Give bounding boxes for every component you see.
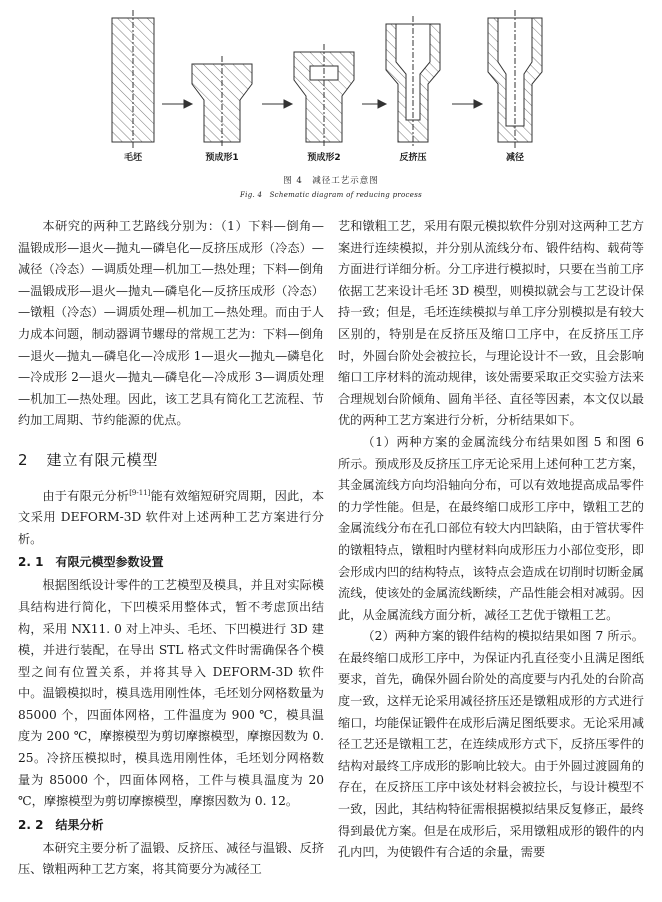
text-segment: 由于有限元分析	[42, 488, 130, 503]
preform2-drawing	[294, 44, 354, 148]
text-segment: 能有效缩短研究周期，因此，本文采用 DEFORM-3D 软件对上述两种工艺方案进行分析。	[18, 488, 325, 546]
paragraph-flow-line: （1）两种方案的金属流线分布结果如图 5 和图 6 所示。预成形及反挤压工序无论采用上述何种工艺方案，其金属流线方向均沿轴向分布，可以有效地提高成品零件的力学性能。但是，在最终缩口成形工序中，镦粗工艺的金属流线分布在孔口部位有较大内凹缺陷，由于管状零件的镦粗特点，镦粗时内壁材料向成形压力小部位变形，即会形成内凹的结构特点，该特点会造成在切削时切断金属流线，使该处的金属流线断续，产品性能会相对减弱。因此，从金属流线方面分析，减径工艺优于镦粗工艺。	[338, 434, 644, 622]
arrow-1-icon	[162, 100, 192, 108]
figure-caption-cn: 图 4 减径工艺示意图	[283, 176, 379, 186]
subsection-number: 2. 2	[18, 817, 44, 832]
subsection-title: 结果分析	[55, 817, 104, 832]
section-number: 2	[18, 450, 29, 469]
paragraph-process-routes: 本研究的两种工艺路线分别为：（1）下料—倒角—温锻成形—退火—抛丸—磷皂化—反挤压成形（冷态）—减径（冷态）—调质处理—机加工—热处理；下料—倒角—温锻成形—退火—抛丸—磷皂化—反挤压成形（冷态）—镦粗（冷态）—调质处理—机加工—热处理。而由于人力成本问题，制动器调节螺母的常规工艺为：下料—倒角—退火—抛丸—磷皂化—冷成形 1—退火—抛丸—磷皂化—冷成形 2—退火—抛丸—磷皂化—冷成形 3—调质处理—机加工—热处理。因此，该工艺具有简化工艺流程、节约加工周期、节约能源的优点。	[18, 219, 324, 428]
stage-label-reducing: 减径	[505, 153, 525, 163]
paragraph-results-intro: 本研究主要分析了温锻、反挤压、减径与温锻、反挤压、镦粗两种工艺方案，将其简要分为减径工	[18, 840, 324, 877]
stage-label-preform2: 预成形2	[307, 153, 341, 163]
subsection-title: 有限元模型参数设置	[55, 555, 164, 570]
reducing-drawing	[488, 10, 542, 148]
billet-drawing	[112, 10, 154, 148]
paragraph-forging-structure: （2）两种方案的锻件结构的模拟结果如图 7 所示。在最终缩口成形工序中，为保证内孔直径变小且满足图纸要求，首先，确保外圆台阶处的高度要与内孔处的台阶高度一致，这样无论采用减径挤压还是镦粗成形的方式进行缩口，均能保证锻件在成形后满足图纸要求。无论采用减径工艺还是镦粗工艺，在连续成形方式下，反挤压零件的结构对最终工序成形的影响比较大。由于外圆过渡圆角的存在，在反挤压工序中该处材料会被拉长，与设计模型不一致，因此，其结构特征需根据模拟结果反复修正，最终得到最优方案。但是在成形后，采用镦粗成形的锻件的内孔内凹，为使锻件有合适的余量，需要	[338, 629, 644, 860]
right-column	[338, 216, 644, 864]
left-column	[18, 216, 324, 881]
subsection-2-2-heading	[18, 815, 324, 836]
citation-ref: [9-11]	[129, 488, 151, 497]
stage-label-preform1: 预成形1	[205, 153, 239, 163]
stage-label-billet: 毛坯	[123, 153, 143, 163]
preform1-drawing	[192, 56, 252, 148]
stage-label-back-extrusion: 反挤压	[399, 153, 427, 163]
arrow-4-icon	[452, 100, 482, 108]
subsection-2-1-heading	[18, 552, 324, 573]
process-figure	[0, 0, 662, 163]
arrow-2-icon	[262, 100, 292, 108]
section-2-heading	[18, 450, 324, 472]
back-extrusion-drawing	[386, 16, 440, 148]
figure-caption-en: Fig. 4 Schematic diagram of reducing process	[240, 191, 422, 199]
subsection-number: 2. 1	[18, 555, 44, 570]
paragraph-simulation-method: 艺和镦粗工艺，采用有限元模拟软件分别对这两种工艺方案进行连续模拟，并分别从流线分布、锻件结构、载荷等方面进行详细分析。分工序进行模拟时，只要在当前工序依据工艺来设计毛坯 3D 模型，则模拟就会与工艺设计保持一致；但是，毛坯连续模拟与单工序分别模拟是有较大区别的，特别是在反挤压及缩口工序中，在反挤压工序时，外圆台阶处会被拉长，与理论设计不一致，且会影响缩口工序材料的流动规律，该处需要采取正交实验方法来合理规划台阶倾角、圆角半径、直径等因素，本文仅以最优的两种工艺方案进行分析，分析结果如下。	[338, 219, 644, 428]
arrow-3-icon	[362, 100, 386, 108]
paragraph-fea-intro	[18, 486, 324, 551]
process-schematic	[0, 0, 662, 150]
paragraph-model-params: 根据图纸设计零件的工艺模型及模具，并且对实际模具结构进行简化，下凹模采用整体式，暂不考虑顶出结构，采用 NX11. 0 对上冲头、毛坯、下凹模进行 3D 建模，并进行装配，在导出 STL 格式文件时需确保各个模型之间有位置关系，并将其导入 DEFORM-3D 软件中。温锻模拟时，模具选用刚性体，毛坯划分网格数量为 85000 个，四面体网格，工件温度为 900 ℃，模具温度为 200 ℃，摩擦模型为剪切摩擦模型，摩擦因数为 0. 25。冷挤压模拟时，模具选用刚性体，毛坯划分网格数量为 85000 个，四面体网格，工件与模具温度为 20 ℃，摩擦模型为剪切摩擦模型，摩擦因数为 0. 12。	[18, 578, 324, 809]
section-title: 建立有限元模型	[46, 450, 159, 469]
